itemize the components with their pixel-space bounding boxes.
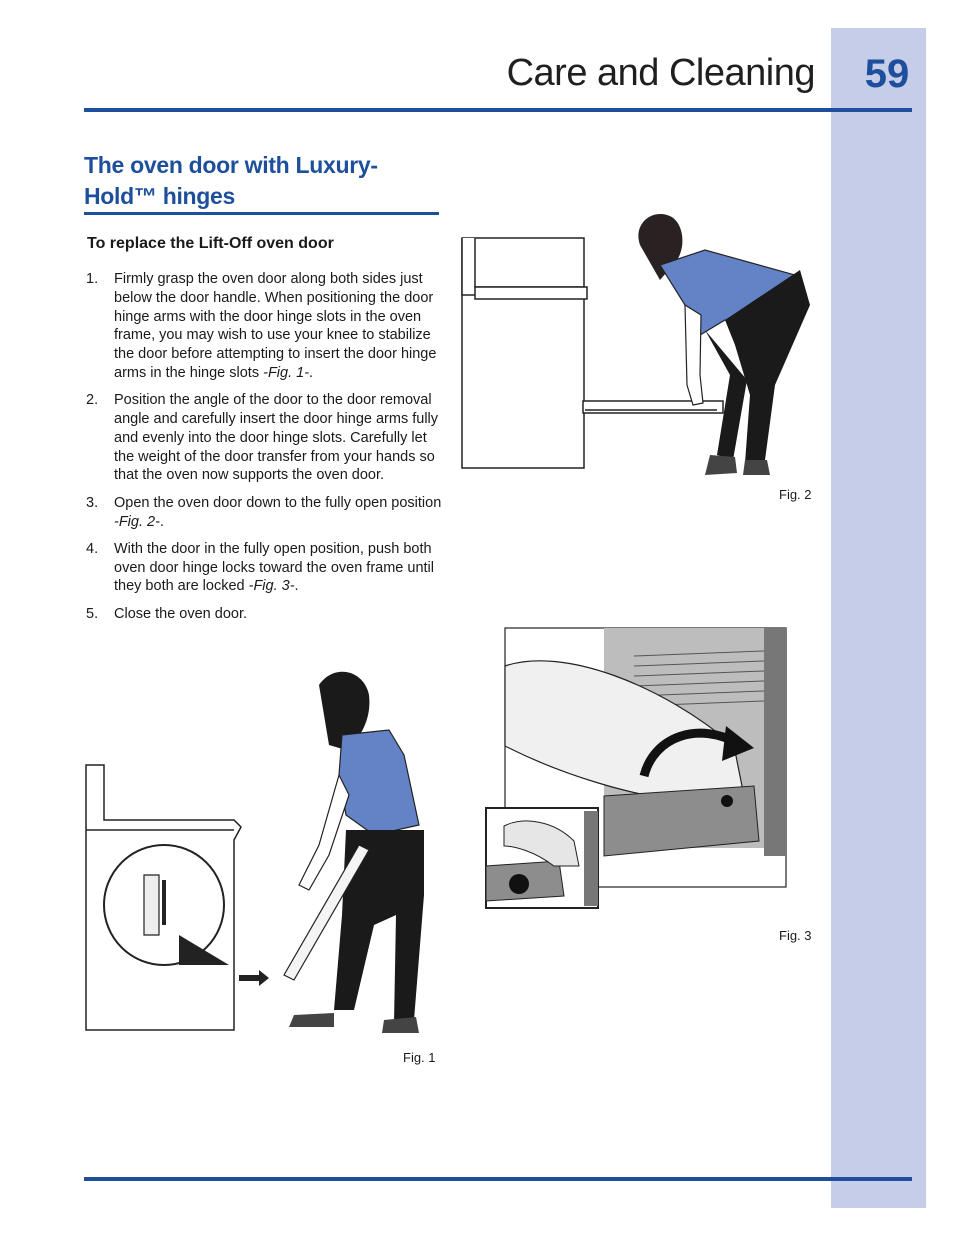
figure-3-illustration [484, 626, 794, 911]
step-text: Open the oven door down to the fully open position [114, 494, 442, 511]
step-item: 4. With the door in the fully open position, push both oven door hinge locks toward the oven frame until they both are locked -Fig. 3-. [86, 540, 434, 595]
section-title [84, 150, 434, 212]
section-title-line1: The oven door with Luxury- [84, 152, 378, 178]
figure-2-caption: Fig. 2 [779, 487, 812, 502]
step-number: 2. [86, 392, 99, 409]
step-text: Position the angle of the door to the door removal angle and carefully insert the door hinge arms fully and evenly into the door hinge slots. Carefully let the weight of the door transfer from your hands so that the oven now supports the oven door. [114, 392, 439, 484]
header-rule [84, 108, 912, 112]
step-number: 5. [86, 605, 99, 622]
step-number: 3. [86, 494, 99, 511]
step-figure-ref: -Fig. 1- [263, 364, 310, 381]
page-title: Care and Cleaning [506, 52, 815, 94]
step-item [86, 605, 446, 624]
step-text: Close the oven door. [114, 605, 248, 622]
step-item: 3. Open the oven door down to the fully open position -Fig. 2-. [86, 494, 442, 530]
footer-rule [84, 1177, 912, 1181]
section-rule [84, 212, 439, 215]
page-number: 59 [864, 52, 910, 96]
figure-1-caption: Fig. 1 [403, 1050, 436, 1065]
section-title-line2: Hold™ hinges [84, 183, 236, 209]
step-item [86, 391, 446, 485]
step-number: 4. [86, 540, 99, 557]
figure-3-caption: Fig. 3 [779, 928, 812, 943]
step-number: 1. [86, 271, 99, 287]
step-text: Firmly grasp the oven door along both sides just below the door handle. When positioning the door hinge arms with the door hinge slots in the oven frame, you may wish to use your knee to stabilize the door before attempting to insert the door hinge arms in the hinge slots [114, 271, 437, 381]
step-figure-ref: -Fig. 3- [248, 578, 295, 595]
step-figure-ref: -Fig. 2- [114, 513, 160, 530]
step-item: 1. Firmly grasp the oven door along both sides just below the door handle. When positioning the door hinge arms with the door hinge slots in the oven frame, you may wish to use your knee to stabilize the door before attempting to insert the door hinge arms in the hinge slots -Fig. 1-. [86, 271, 437, 381]
figure-1-illustration [84, 665, 444, 1040]
step-text: With the door in the fully open position, push both oven door hinge locks toward the oven frame until they both are locked [114, 540, 434, 595]
side-tab [831, 28, 926, 1208]
steps-list [86, 270, 446, 632]
figure-2-illustration [455, 205, 820, 490]
sub-heading: To replace the Lift-Off oven door [87, 235, 334, 252]
